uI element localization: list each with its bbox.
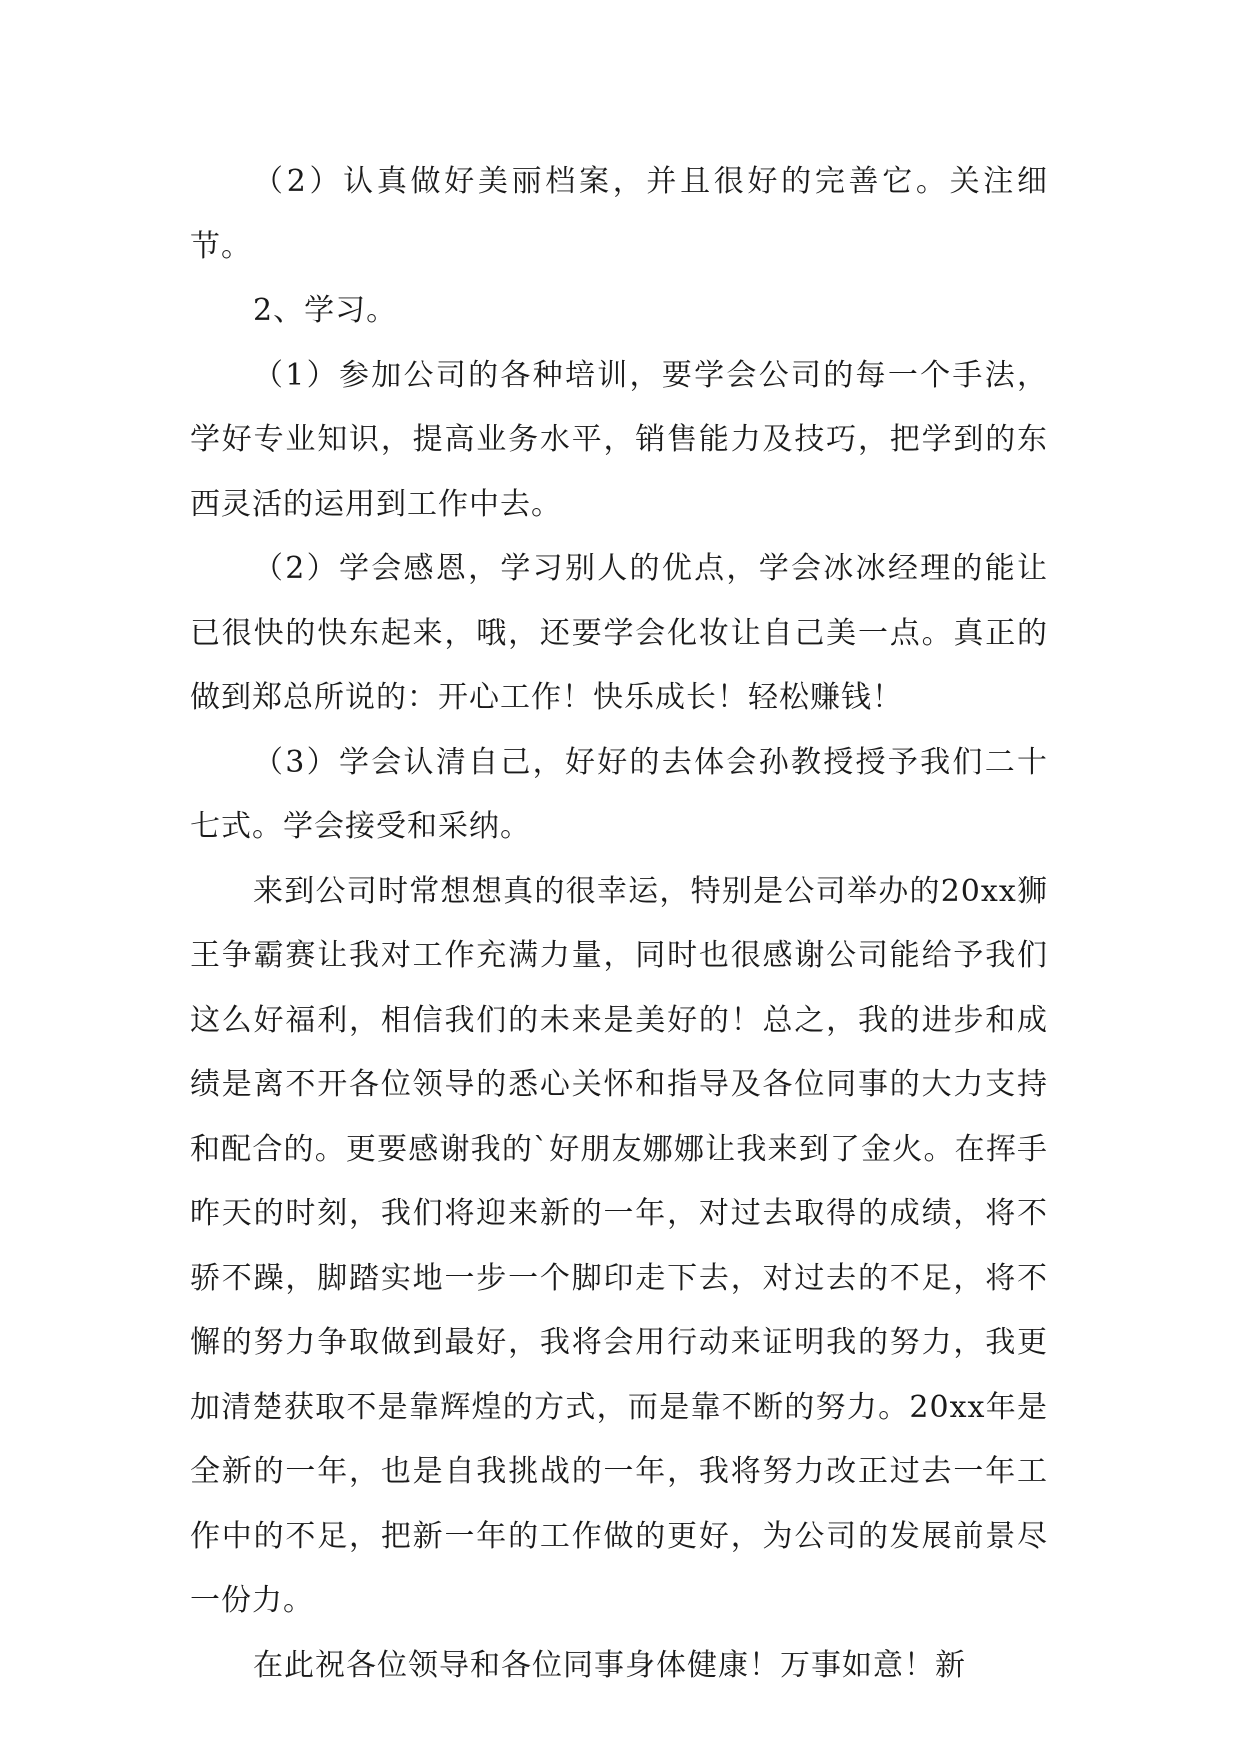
paragraph-summary: 来到公司时常想想真的很幸运，特别是公司举办的20xx狮王争霸赛让我对工作充满力量，同时也很感谢公司能给予我们这么好福利，相信我们的未来是美好的！总之，我的进步和成绩是离不开各位领导的悉心关怀和指导及各位同事的大力支持和配合的。更要感谢我的`好朋友娜娜让我来到了金火。在挥手昨天的时刻，我们将迎来新的一年，对过去取得的成绩，将不骄不躁，脚踏实地一步一个脚印走下去，对过去的不足，将不懈的努力争取做到最好，我将会用行动来证明我的努力，我更加清楚获取不是靠辉煌的方式，而是靠不断的努力。20xx年是全新的一年，也是自我挑战的一年，我将努力改正过去一年工作中的不足，把新一年的工作做的更好，为公司的发展前景尽一份力。 bbox=[190, 873, 1048, 1618]
paragraph-beauty-archive: （2）认真做好美丽档案，并且很好的完善它。关注细节。 bbox=[190, 164, 1048, 264]
paragraph-closing-wishes: 在此祝各位领导和各位同事身体健康！万事如意！新 bbox=[253, 1647, 966, 1683]
paragraph-training: （1）参加公司的各种培训，要学会公司的每一个手法，学好专业知识，提高业务水平，销售能力及技巧，把学到的东西灵活的运用到工作中去。 bbox=[190, 357, 1048, 522]
document-body bbox=[190, 150, 1048, 1698]
section-heading-study: 2、学习。 bbox=[253, 293, 398, 328]
paragraph-self-knowledge: （3）学会认清自己，好好的去体会孙教授授予我们二十七式。学会接受和采纳。 bbox=[190, 744, 1048, 844]
paragraph-gratitude: （2）学会感恩，学习别人的优点，学会冰冰经理的能让已很快的快东起来，哦，还要学会化妆让自己美一点。真正的做到郑总所说的：开心工作！快乐成长！轻松赚钱！ bbox=[190, 551, 1048, 715]
